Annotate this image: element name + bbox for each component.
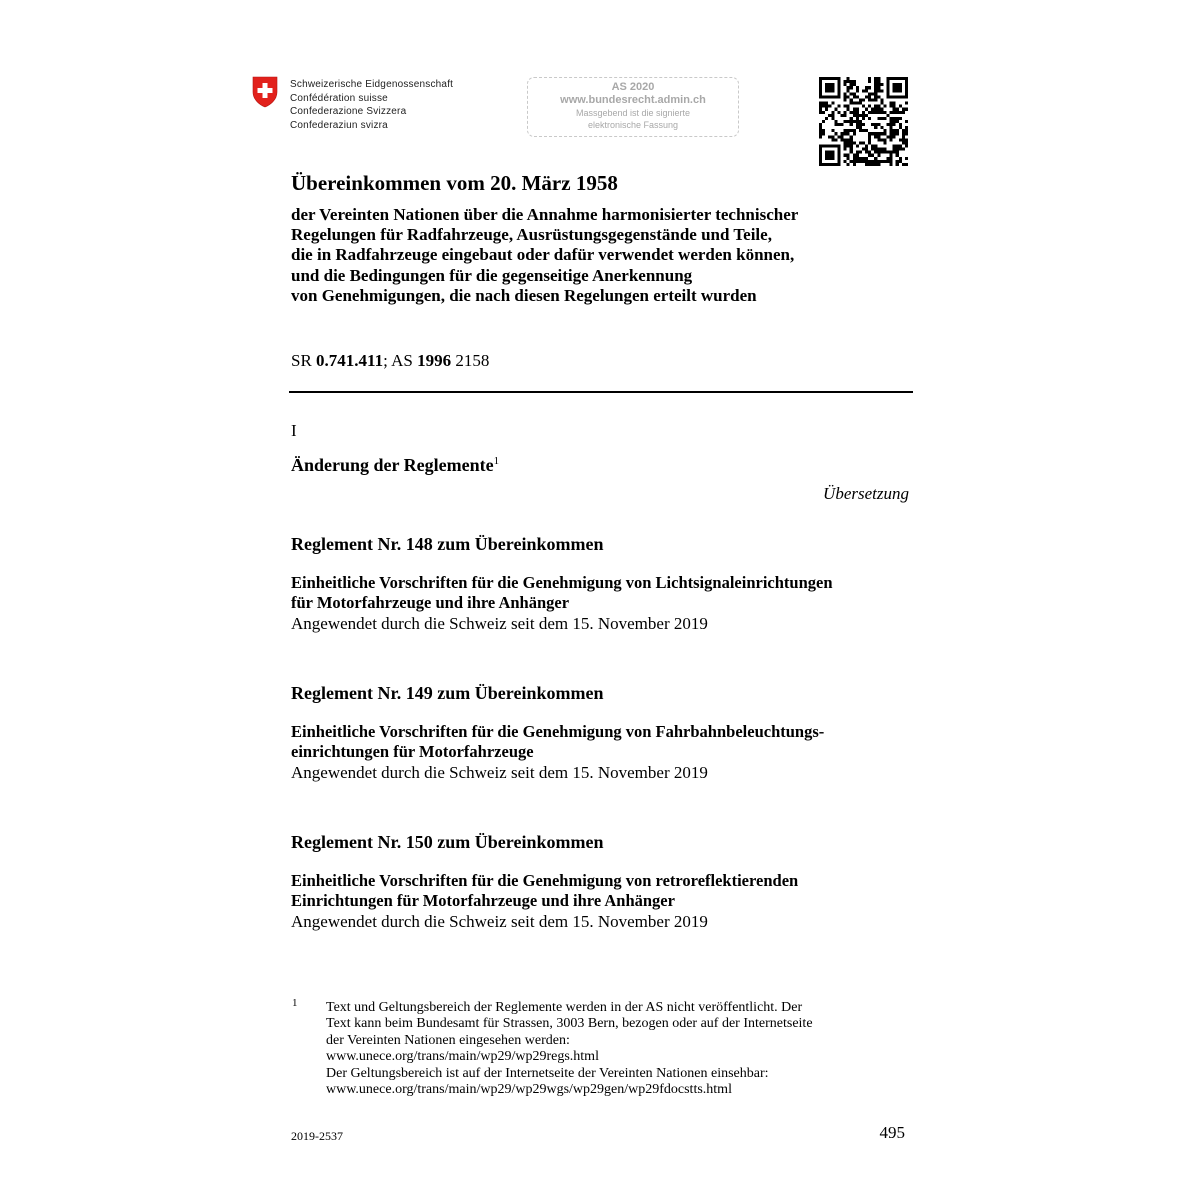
footnote-line: der Vereinten Nationen eingesehen werden: bbox=[326, 1032, 570, 1048]
sr-separator: ; AS bbox=[383, 351, 418, 370]
agency-name-block bbox=[290, 78, 453, 132]
footnote-text bbox=[326, 1000, 813, 1098]
header-divider bbox=[289, 391, 913, 393]
regulation-subtitle-line: einrichtungen für Motorfahrzeuge bbox=[291, 741, 534, 761]
footnote-line: Der Geltungsbereich ist auf der Internetseite der Vereinten Nationen einsehbar: bbox=[326, 1065, 769, 1081]
sr-number: 0.741.411 bbox=[316, 351, 384, 370]
as-page: 2158 bbox=[451, 351, 490, 370]
stamp-line: AS 2020 bbox=[611, 81, 655, 93]
document-number: 2019-2537 bbox=[291, 1129, 343, 1143]
agency-line: Confédération suisse bbox=[290, 92, 388, 104]
agency-line: Schweizerische Eidgenossenschaft bbox=[290, 79, 454, 90]
regulation-subtitle bbox=[291, 871, 921, 910]
footnote-link[interactable]: www.unece.org/trans/main/wp29/wp29regs.html bbox=[326, 1049, 599, 1065]
regulation-subtitle-line: Einrichtungen für Motorfahrzeuge und ihre Anhänger bbox=[291, 890, 675, 910]
stamp-url: www.bundesrecht.admin.ch bbox=[560, 94, 706, 106]
subtitle-line: die in Radfahrzeuge eingebaut oder dafür verwendet werden können, bbox=[291, 245, 795, 265]
regulation-title: Reglement Nr. 148 zum Übereinkommen bbox=[291, 534, 604, 554]
regulation-block bbox=[291, 832, 921, 933]
official-publication-stamp bbox=[527, 77, 739, 137]
agency-line: Confederaziun svizra bbox=[290, 119, 388, 131]
section-numeral: I bbox=[291, 421, 297, 440]
stamp-line: elektronische Fassung bbox=[587, 120, 679, 130]
footnote-reference: 1 bbox=[493, 455, 500, 467]
footnote-number: 1 bbox=[292, 997, 298, 1009]
subtitle-line: und die Bedingungen für die gegenseitige Anerkennung bbox=[291, 265, 693, 285]
regulation-subtitle bbox=[291, 722, 921, 761]
sr-prefix: SR bbox=[291, 351, 317, 370]
regulation-subtitle bbox=[291, 573, 921, 612]
regulation-applied-date: Angewendet durch die Schweiz seit dem 15. November 2019 bbox=[291, 912, 708, 931]
stamp-line: Massgebend ist die signierte bbox=[575, 108, 691, 118]
subtitle-line: Regelungen für Radfahrzeuge, Ausrüstungsgegenstände und Teile, bbox=[291, 225, 772, 245]
footnote-line: Text und Geltungsbereich der Reglemente werden in der AS nicht veröffentlicht. Der bbox=[326, 1000, 803, 1015]
regulation-block bbox=[291, 534, 921, 635]
subtitle-line: von Genehmigungen, die nach diesen Regelungen erteilt wurden bbox=[291, 285, 757, 305]
regulation-applied-date: Angewendet durch die Schweiz seit dem 15. November 2019 bbox=[291, 614, 708, 633]
translation-note: Übersetzung bbox=[823, 484, 909, 503]
swiss-coat-of-arms-icon bbox=[252, 76, 278, 108]
section-heading-text: Änderung der Reglemente bbox=[291, 455, 494, 475]
regulation-subtitle-line: für Motorfahrzeuge und ihre Anhänger bbox=[291, 592, 570, 612]
footnote-link[interactable]: www.unece.org/trans/main/wp29/wp29wgs/wp29gen/wp29fdocstts.html bbox=[326, 1082, 732, 1098]
regulation-subtitle-line: Einheitliche Vorschriften für die Genehmigung von retroreflektierenden bbox=[291, 871, 799, 890]
document-title: Übereinkommen vom 20. März 1958 bbox=[291, 171, 618, 195]
regulation-subtitle-line: Einheitliche Vorschriften für die Genehmigung von Lichtsignaleinrichtungen bbox=[291, 573, 833, 592]
regulation-title: Reglement Nr. 149 zum Übereinkommen bbox=[291, 683, 604, 703]
regulation-block bbox=[291, 683, 921, 784]
agency-line: Confederazione Svizzera bbox=[290, 106, 407, 117]
qr-code-icon bbox=[819, 77, 908, 166]
regulation-subtitle-line: Einheitliche Vorschriften für die Genehmigung von Fahrbahnbeleuchtungs- bbox=[291, 722, 825, 741]
section-heading bbox=[291, 455, 499, 476]
document-subtitle bbox=[291, 205, 798, 306]
footnote-line: Text kann beim Bundesamt für Strassen, 3003 Bern, bezogen oder auf der Internetseite bbox=[326, 1016, 813, 1032]
regulation-title: Reglement Nr. 150 zum Übereinkommen bbox=[291, 832, 604, 852]
regulation-applied-date: Angewendet durch die Schweiz seit dem 15. November 2019 bbox=[291, 763, 708, 782]
as-year: 1996 bbox=[417, 351, 452, 370]
sr-reference bbox=[291, 351, 489, 371]
page-number: 495 bbox=[879, 1123, 905, 1142]
subtitle-line: der Vereinten Nationen über die Annahme harmonisierter technischer bbox=[291, 205, 799, 224]
